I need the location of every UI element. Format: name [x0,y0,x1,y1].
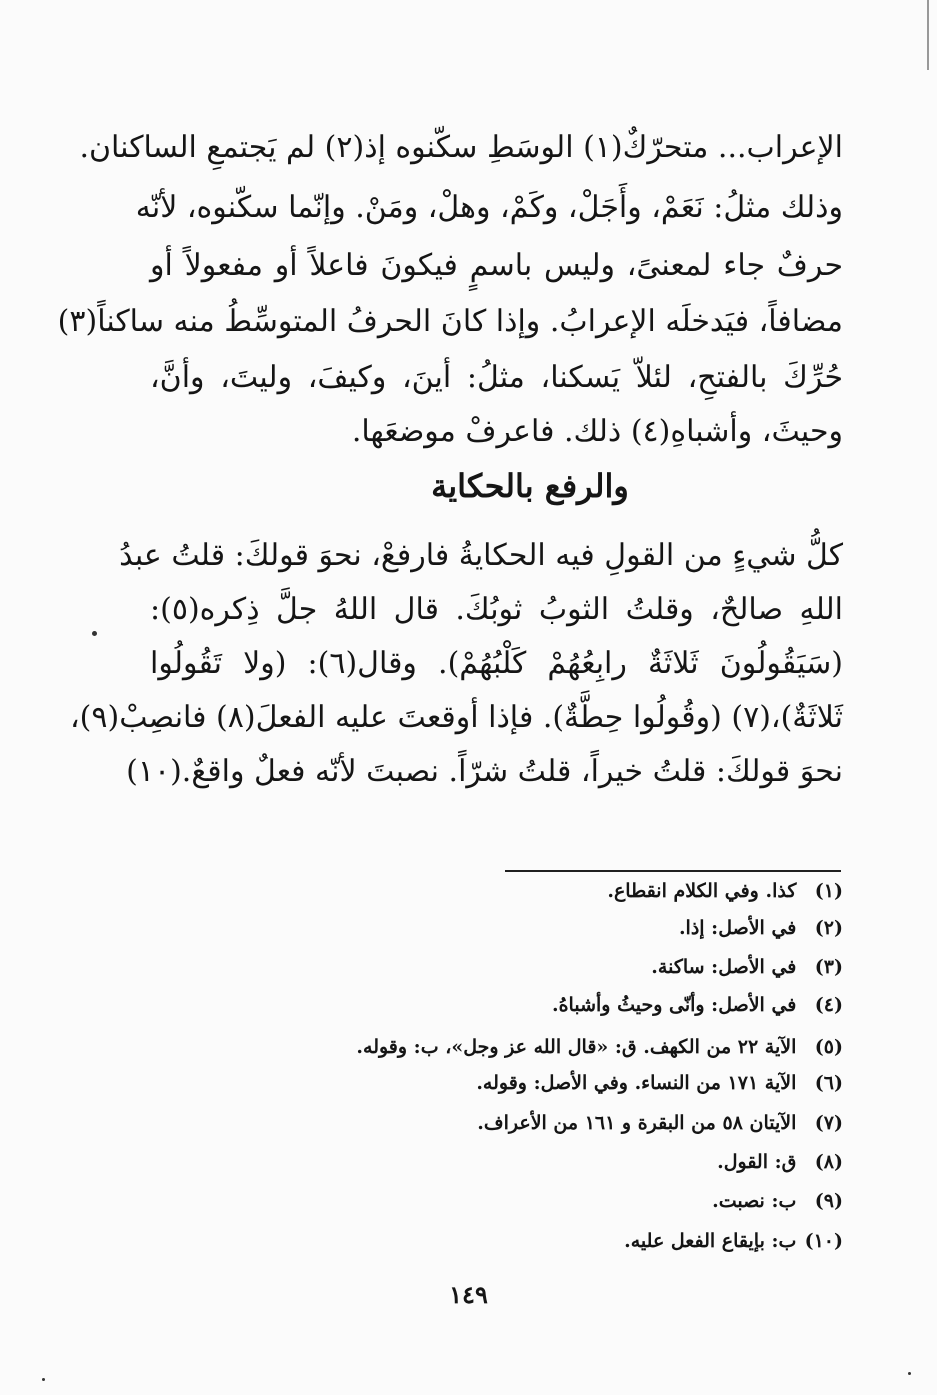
footnote-1 [607,876,843,906]
footnote-number: (٥) [814,1036,843,1058]
footnote-number: (٨) [814,1151,843,1173]
body-line-2: وذلك مثلُ: نَعَمْ، وأَجَلْ، وكَمْ، وهلْ، ومَنْ. وإنّما سكّنوه، لأنّه [135,190,843,225]
body-line-8: اللهِ صالحٌ، وقلتُ الثوبُ ثوبُكَ. قال اللهُ جلَّ ذِكره(٥): [150,592,843,627]
scan-speck [92,631,97,636]
body-line-10: ثَلاثَةٌ)،(٧) (وقُولُوا حِطَّةٌ). فإذا أوقعتَ عليه الفعلَ(٨) فانصِبْ(٩)، [70,700,843,735]
footnote-text: ق: القول. [717,1151,797,1173]
footnote-number: (١٠) [804,1230,843,1252]
footnote-text: في الأصل: وأنّى وحيثُ وأشباهُ. [551,994,797,1016]
footnote-7 [477,1108,843,1138]
footnote-4 [552,990,843,1020]
body-line-1: الإعراب... متحرّكٌ(١) الوسَطِ سكّنوه إذ(٢) لم يَجتمعِ الساكنان. [79,130,843,165]
page-number: ١٤٩ [449,1280,488,1309]
footnote-text: الآية ٢٢ من الكهف. ق: «قال الله عز وجل»، ب: وقوله. [356,1036,797,1058]
section-heading: والرفع بالحكاية [431,467,629,505]
body-line-4: مضافاً، فيَدخلَه الإعرابُ. وإذا كانَ الحرفُ المتوسِّطُ منه ساكناً(٣) [57,304,843,339]
footnote-separator [505,870,841,872]
footnote-text: ب: نصبت. [712,1190,797,1212]
footnote-10 [624,1226,843,1256]
footnote-6 [476,1068,843,1098]
body-line-6: وحيثَ، وأشباهِ(٤) ذلك. فاعرفْ موضعَها. [351,414,843,449]
scan-edge-mark [927,0,929,70]
body-line-5: حُرِّكَ بالفتحِ، لئلاّ يَسكنا، مثلُ: أينَ، وكيفَ، وليتَ، وأنَّ، [150,360,843,395]
footnote-number: (٢) [814,917,843,939]
footnote-text: في الأصل: إذا. [678,917,797,939]
footnote-number: (١) [814,880,843,902]
scan-speck [908,1372,911,1375]
footnote-number: (٩) [814,1190,843,1212]
footnote-text: ب: بإيقاع الفعل عليه. [624,1230,797,1252]
footnote-number: (٤) [814,994,843,1016]
footnote-number: (٦) [814,1072,843,1094]
footnote-text: في الأصل: ساكنة. [651,956,797,978]
body-line-3: حرفٌ جاء لمعنىً، وليس باسمٍ فيكونَ فاعلاً أو مفعولاً أو [150,248,843,283]
footnote-8 [717,1147,843,1177]
scan-speck [42,1378,45,1381]
body-line-11: نحوَ قولكَ: قلتُ خيراً، قلتُ شرّاً. نصبتَ لأنّه فعلٌ واقعٌ.(١٠) [126,754,843,789]
footnote-text: الآيتان ٥٨ من البقرة و ١٦١ من الأعراف. [477,1112,797,1134]
footnote-number: (٧) [814,1112,843,1134]
footnote-3 [651,952,843,982]
footnote-number: (٣) [814,956,843,978]
footnote-9 [712,1186,843,1216]
footnote-5 [356,1032,843,1062]
footnote-text: الآية ١٧١ من النساء. وفي الأصل: وقوله. [476,1072,797,1094]
body-line-7: كلُّ شيءٍ من القولِ فيه الحكايةُ فارفعْ، نحوَ قولكَ: قلتُ عبدُ [119,538,843,573]
footnote-2 [679,913,843,943]
footnote-text: كذا. وفي الكلام انقطاع. [607,880,797,902]
body-line-9: (سَيَقُولُونَ ثَلاثَةٌ رابِعُهُمْ كَلْبُهُمْ). وقال(٦): (ولا تَقُولُوا [150,646,843,681]
